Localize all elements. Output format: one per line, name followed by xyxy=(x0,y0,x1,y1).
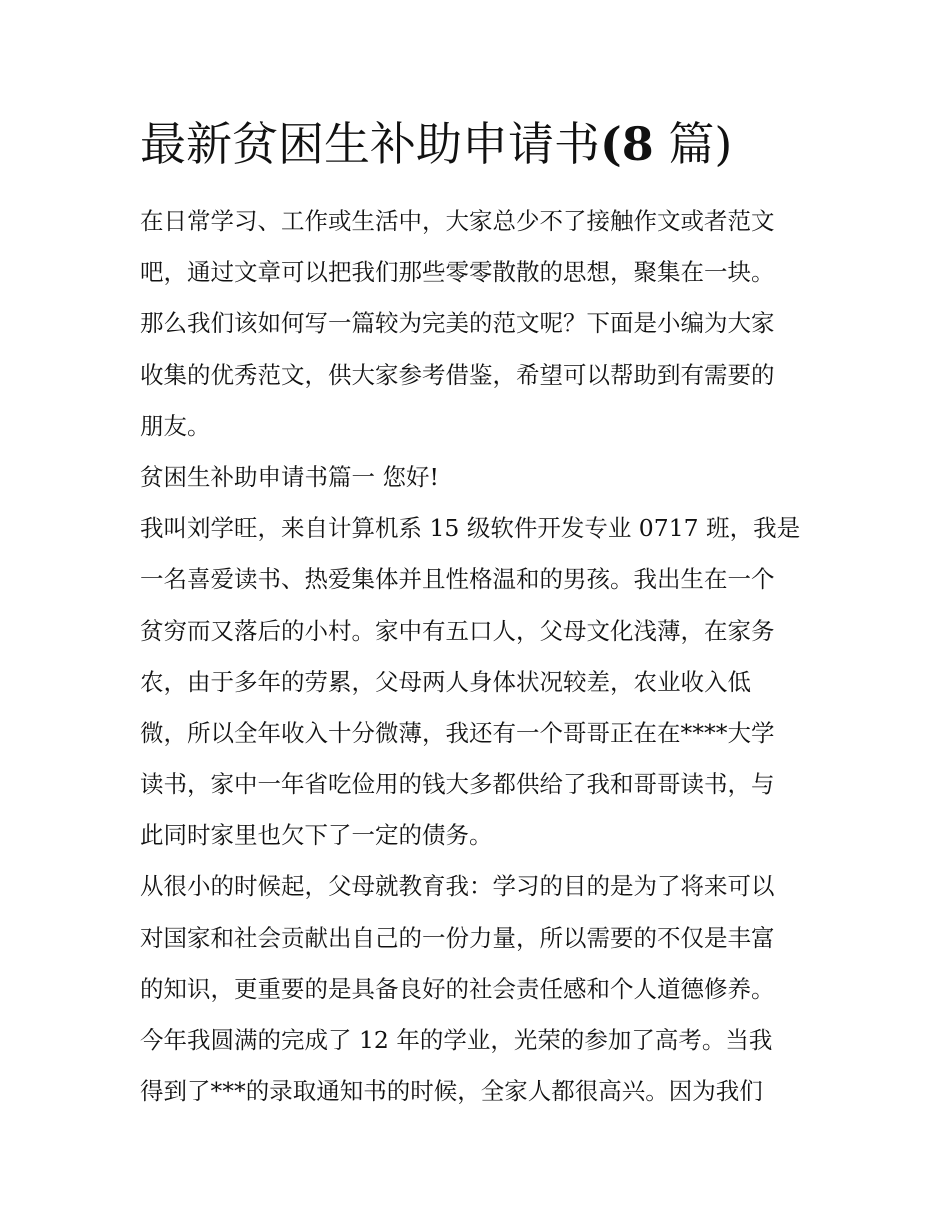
text-line: 贫穷而又落后的小村。家中有五口人，父母文化浅薄，在家务 xyxy=(140,616,775,645)
text-line: 此同时家里也欠下了一定的债务。 xyxy=(140,821,493,850)
text-line: 吧，通过文章可以把我们那些零零散散的思想，聚集在一块。 xyxy=(140,258,775,287)
text-line: 微，所以全年收入十分微薄，我还有一个哥哥正在在****大学 xyxy=(140,718,775,747)
title-number: 8 xyxy=(621,117,654,171)
text-line: 从很小的时候起，父母就教育我：学习的目的是为了将来可以 xyxy=(140,872,775,901)
text-line: 的知识，更重要的是具备良好的社会责任感和个人道德修养。 xyxy=(140,974,775,1003)
text-line: 一名喜爱读书、热爱集体并且性格温和的男孩。我出生在一个 xyxy=(140,565,775,594)
text-line: 今年我圆满的完成了 12 年的学业，光荣的参加了高考。当我 xyxy=(140,1026,773,1054)
document-body xyxy=(140,196,830,1117)
text-line: 收集的优秀范文，供大家参考借鉴，希望可以帮助到有需要的 xyxy=(140,360,775,389)
title-suffix: 篇) xyxy=(653,117,733,171)
title-open-paren: ( xyxy=(600,117,622,171)
text-line: 读书，家中一年省吃俭用的钱大多都供给了我和哥哥读书，与 xyxy=(140,770,775,799)
text-line: 那么我们该如何写一篇较为完美的范文呢？下面是小编为大家 xyxy=(140,309,775,338)
text-line: 我叫刘学旺，来自计算机系 15 级软件开发专业 0717 班，我是 xyxy=(140,514,801,543)
text-line: 朋友。 xyxy=(140,411,211,440)
section-heading: 贫困生补助申请书篇一 您好! xyxy=(140,462,439,491)
text-line: 得到了***的录取通知书的时候，全家人都很高兴。因为我们 xyxy=(140,1077,763,1106)
text-line: 在日常学习、工作或生活中，大家总少不了接触作文或者范文 xyxy=(140,207,775,235)
title-main: 最新贫困生补助申请书 xyxy=(140,117,600,171)
page-title xyxy=(140,112,820,176)
text-line: 对国家和社会贡献出自己的一份力量，所以需要的不仅是丰富 xyxy=(140,923,775,952)
text-line: 农，由于多年的劳累，父母两人身体状况较差，农业收入低 xyxy=(140,667,751,696)
